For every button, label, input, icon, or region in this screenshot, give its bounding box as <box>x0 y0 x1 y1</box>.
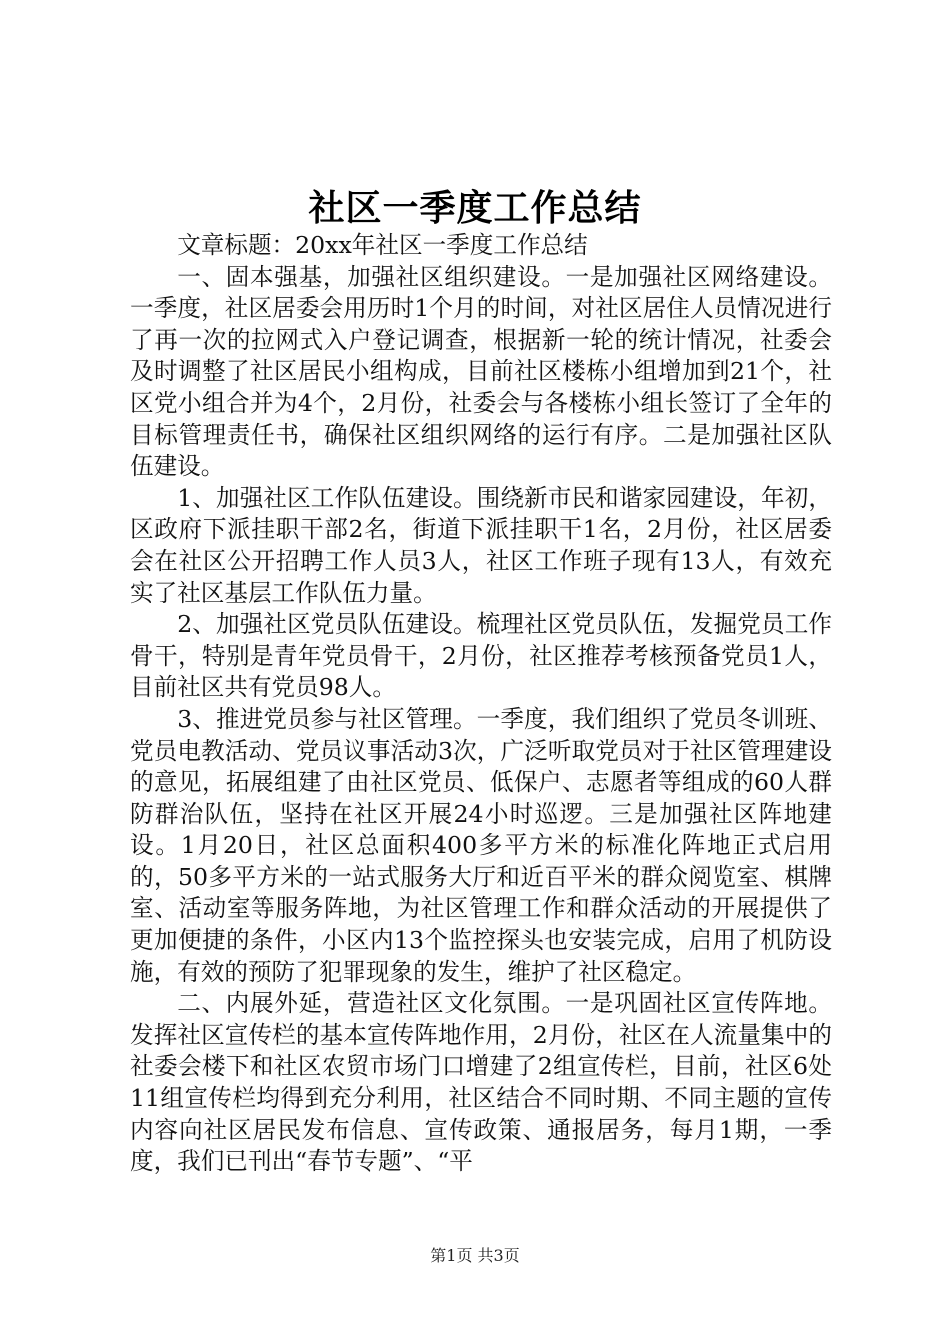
page-title: 社区一季度工作总结 <box>308 187 642 229</box>
paragraph-item-1: 1、加强社区工作队伍建设。围绕新市民和谐家园建设，年初，区政府下派挂职干部2名，街道下派挂职干1名，2月份，社区居委会在社区公开招聘工作人员3人，社区工作班子现有13人，有效充实了社区基层工作队伍力量。 <box>130 483 832 607</box>
paragraph-item-3: 3、推进党员参与社区管理。一季度，我们组织了党员冬训班、党员电教活动、党员议事活动3次，广泛听取党员对于社区管理建设的意见，拓展组建了由社区党员、低保户、志愿者等组成的60人群防群治队伍，坚持在社区开展24小时巡逻。三是加强社区阵地建设。1月20日，社区总面积400多平方米的标准化阵地正式启用的，50多平方米的一站式服务大厅和近百平米的群众阅览室、棋牌室、活动室等服务阵地，为社区管理工作和群众活动的开展提供了更加便捷的条件，小区内13个监控探头也安装完成，启用了机防设施，有效的预防了犯罪现象的发生，维护了社区稳定。 <box>130 704 832 986</box>
page-footer: 第1页 共3页 <box>430 1246 520 1265</box>
document-body <box>130 230 832 1178</box>
paragraph-item-2: 2、加强社区党员队伍建设。梳理社区党员队伍，发掘党员工作骨干，特别是青年党员骨干，2月份，社区推荐考核预备党员1人，目前社区共有党员98人。 <box>130 610 832 702</box>
paragraph-section-1: 一、固本强基，加强社区组织建设。一是加强社区网络建设。一季度，社区居委会用历时1个月的时间，对社区居住人员情况进行了再一次的拉网式入户登记调查，根据新一轮的统计情况，社委会及时调整了社区居民小组构成，目前社区楼栋小组增加到21个，社区党小组合并为4个，2月份，社委会与各楼栋小组长签订了全年的目标管理责任书，确保社区组织网络的运行有序。二是加强社区队伍建设。 <box>130 262 832 481</box>
article-title-line: 文章标题：20xx年社区一季度工作总结 <box>177 231 588 259</box>
paragraph-section-2: 二、内展外延，营造社区文化氛围。一是巩固社区宣传阵地。发挥社区宣传栏的基本宣传阵地作用，2月份，社区在人流量集中的社委会楼下和社区农贸市场门口增建了2组宣传栏，目前，社区6处11组宣传栏均得到充分利用，社区结合不同时期、不同主题的宣传内容向社区居民发布信息、宣传政策、通报居务，每月1期，一季度，我们已刊出“春节专题”、“平 <box>130 989 832 1176</box>
